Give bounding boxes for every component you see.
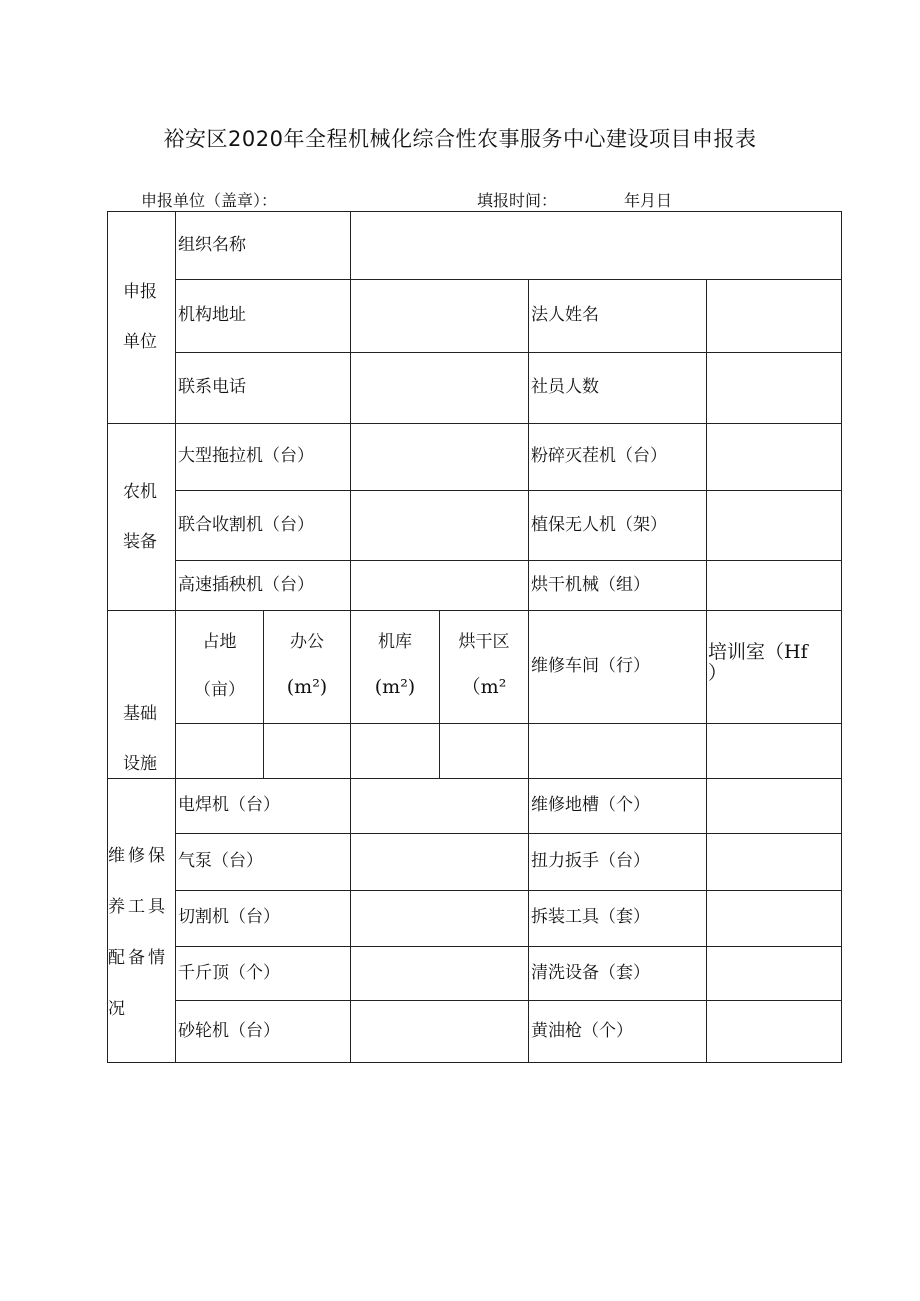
header-drying-area (440, 634, 528, 697)
applicant-unit-label: 申报单位（盖章）： (141, 191, 278, 210)
section-divider (107, 778, 842, 779)
header-office (264, 634, 350, 697)
heading-line: 设施 (123, 754, 157, 774)
label-drone: 植保无人机（架） (531, 515, 667, 535)
table-border-bottom (107, 1062, 842, 1063)
label-members: 社员人数 (531, 377, 599, 397)
label-legal-person: 法人姓名 (531, 305, 599, 325)
header-training (708, 643, 808, 683)
section-heading-infrastructure (123, 689, 157, 789)
table-border-top (107, 211, 842, 212)
heading-line: 单位 (123, 332, 157, 352)
label-grinder: 砂轮机（台） (178, 1021, 280, 1041)
table-border-right (841, 211, 842, 1063)
row-divider (175, 1000, 842, 1001)
label-pit: 维修地槽（个） (531, 795, 650, 815)
label-combine: 联合收割机（台） (178, 515, 314, 535)
header-line: （亩） (194, 680, 245, 700)
label-washer: 清洗设备（套） (531, 963, 650, 983)
heading-line: 配备情 (108, 948, 168, 968)
header-line: 烘干区 (458, 632, 510, 652)
section-divider (107, 423, 842, 424)
date-placeholder: 年月日 (624, 191, 673, 210)
column-divider (706, 279, 707, 1063)
column-divider (528, 279, 529, 1063)
row-divider (175, 352, 842, 353)
header-line: (m²) (286, 676, 328, 698)
label-phone: 联系电话 (178, 377, 246, 397)
fill-time-label: 填报时间： (477, 191, 558, 210)
row-divider (175, 833, 842, 834)
heading-line: 基础 (123, 704, 157, 724)
label-jack: 千斤顶（个） (178, 963, 280, 983)
header-land (176, 634, 263, 699)
label-cutter: 切割机（台） (178, 907, 280, 927)
row-divider (175, 490, 842, 491)
page-title: 裕安区2020年全程机械化综合性农事服务中心建设项目申报表 (163, 127, 757, 151)
row-divider (175, 890, 842, 891)
header-line: （m² (461, 676, 507, 698)
header-line: 办公 (290, 632, 324, 652)
label-torque-wrench: 扭力扳手（台） (531, 851, 650, 871)
section-heading-machinery (123, 467, 157, 567)
label-pump: 气泵（台） (178, 851, 263, 871)
label-welder: 电焊机（台） (178, 795, 280, 815)
header-garage (351, 634, 439, 697)
label-org-name: 组织名称 (178, 235, 246, 255)
label-transplanter: 高速插秧机（台） (178, 575, 314, 595)
row-divider (175, 946, 842, 947)
heading-line: 农机 (123, 482, 157, 502)
row-divider (175, 279, 842, 280)
header-line: ） (708, 662, 728, 684)
heading-line: 申报 (123, 282, 157, 302)
label-address: 机构地址 (178, 305, 246, 325)
row-divider (175, 723, 842, 724)
heading-line: 装备 (123, 532, 157, 552)
label-disassembly: 拆装工具（套） (531, 907, 650, 927)
header-line: 培训室（Hf (708, 641, 808, 663)
section-heading-applicant (123, 267, 157, 367)
header-workshop: 维修车间（行） (531, 656, 650, 676)
heading-line: 维修保 (108, 846, 168, 866)
section-heading-tools (108, 831, 168, 1035)
label-large-tractor: 大型拖拉机（台） (178, 446, 314, 466)
header-line: 机库 (378, 632, 412, 652)
label-straw-crusher: 粉碎灭茬机（台） (531, 446, 667, 466)
heading-line: 况 (108, 999, 128, 1019)
section-divider (107, 610, 842, 611)
heading-line: 养工具 (108, 897, 168, 917)
label-dryer: 烘干机械（组） (531, 575, 650, 595)
header-line: (m²) (374, 676, 416, 698)
header-line: 占地 (202, 632, 237, 652)
row-divider (175, 560, 842, 561)
label-grease-gun: 黄油枪（个） (531, 1021, 633, 1041)
